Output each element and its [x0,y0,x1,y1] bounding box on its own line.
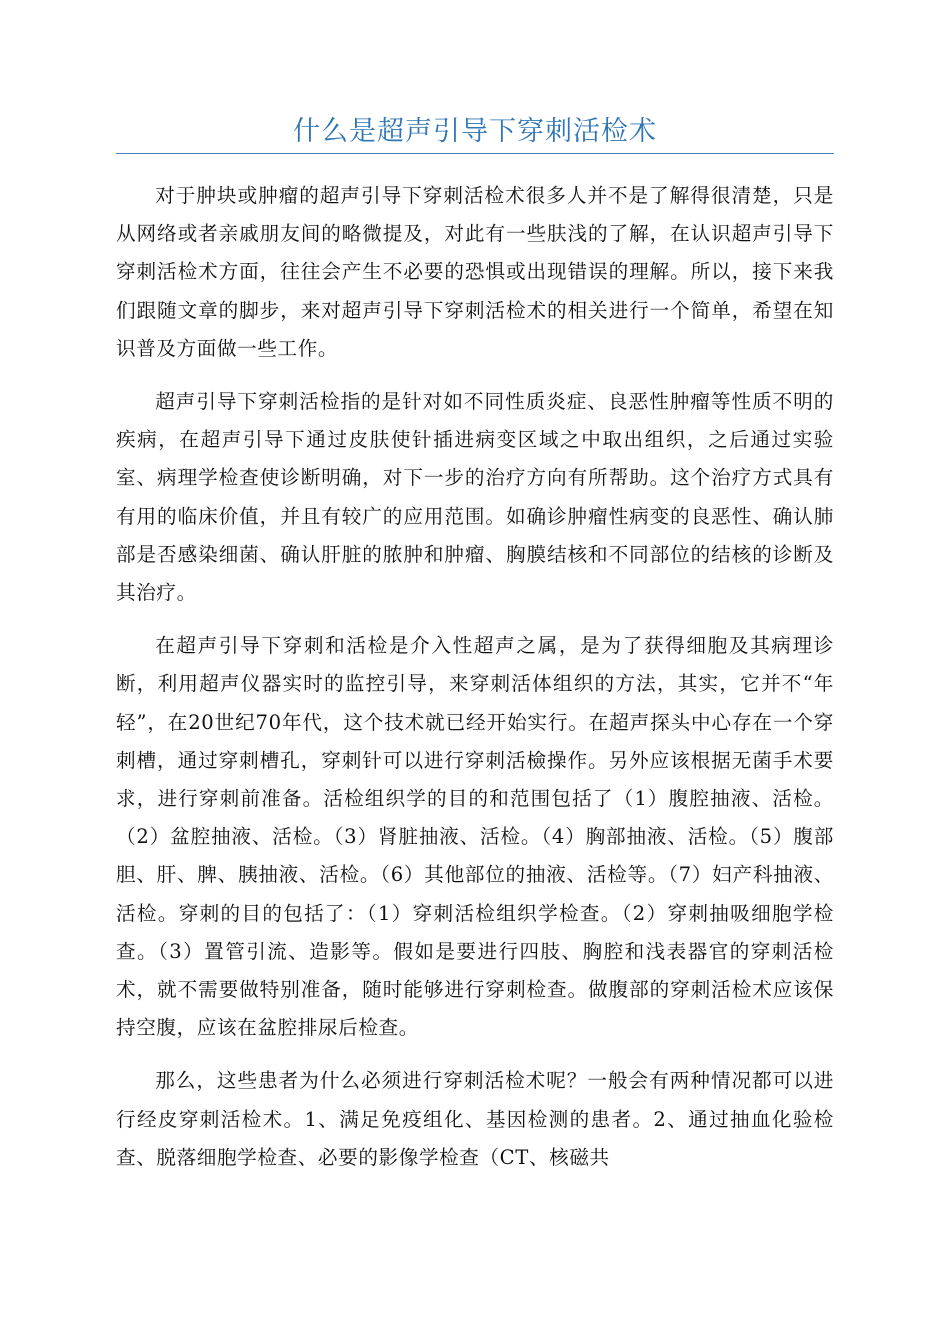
title-underline [116,153,834,154]
paragraph-1: 对于肿块或肿瘤的超声引导下穿刺活检术很多人并不是了解得很清楚，只是从网络或者亲戚朋友间的略微提及，对此有一些肤浅的了解，在认识超声引导下穿刺活检术方面，往往会产生不必要的恐惧或出现错误的理解。所以，接下来我们跟随文章的脚步，来对超声引导下穿刺活检术的相关进行一个简单，希望在知识普及方面做一些工作。 [116,184,834,360]
paragraph-3: 在超声引导下穿刺和活检是介入性超声之属，是为了获得细胞及其病理诊断，利用超声仪器实时的监控引导，来穿刺活体组织的方法，其实，它并不“年轻”，在20世纪70年代，这个技术就已经开始实行。在超声探头中心存在一个穿刺槽，通过穿刺槽孔，穿刺针可以进行穿刺活檢操作。另外应该根据无菌手术要求，进行穿刺前准备。活检组织学的目的和范围包括了（1）腹腔抽液、活检。（2）盆腔抽液、活检。（3）肾脏抽液、活检。（4）胸部抽液、活检。（5）腹部胆、肝、脾、胰抽液、活检。（6）其他部位的抽液、活检等。（7）妇产科抽液、活检。穿刺的目的包括了：（1）穿刺活检组织学检查。（2）穿刺抽吸细胞学检查。（3）置管引流、造影等。假如是要进行四肢、胸腔和浅表器官的穿刺活检术，就不需要做特别准备，随时能够进行穿刺检查。做腹部的穿刺活检术应该保持空腹，应该在盆腔排尿后检查。 [116,634,834,1040]
paragraph-4: 那么，这些患者为什么必须进行穿刺活检术呢？一般会有两种情况都可以进行经皮穿刺活检术。1、满足免疫组化、基因检测的患者。2、通过抽血化验检查、脱落细胞学检查、必要的影像学检查（CT、核磁共 [116,1069,834,1169]
document-body [116,177,834,1192]
page-title: 什么是超声引导下穿刺活检术 [293,116,657,147]
paragraph-2: 超声引导下穿刺活检指的是针对如不同性质炎症、良恶性肿瘤等性质不明的疾病，在超声引导下通过皮肤使针插进病变区域之中取出组织，之后通过实验室、病理学检查使诊断明确，对下一步的治疗方向有所帮助。这个治疗方式具有有用的临床价值，并且有较广的应用范围。如确诊肿瘤性病变的良恶性、确认肺部是否感染细菌、确认肝脏的脓肿和肿瘤、胸膜结核和不同部位的结核的诊断及其治疗。 [116,390,834,605]
